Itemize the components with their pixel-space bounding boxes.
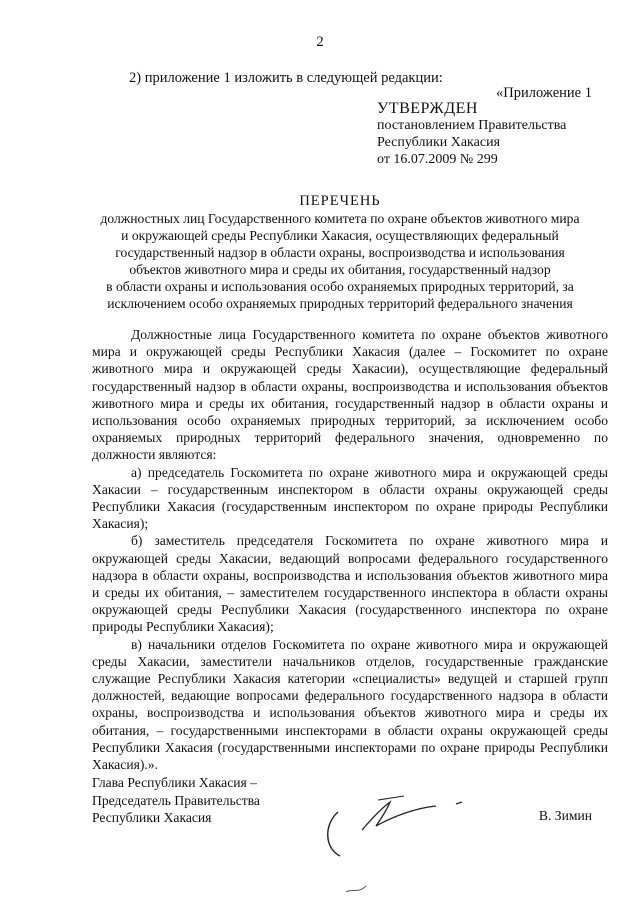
body-paragraph: а) председатель Госкомитета по охране животного мира и окружающей среды Хакасии – государственным инспектором в области охраны окружающей среды Республики Хакасия (государственным инспектором по охране природы Республики Хакасия); xyxy=(92,464,608,532)
amendment-intro: 2) приложение 1 изложить в следующей редакции: xyxy=(129,70,443,86)
document-body xyxy=(92,326,608,773)
subtitle-line: объектов животного мира и среды их обитания, государственный надзор xyxy=(129,262,551,277)
approval-line: Республики Хакасия xyxy=(377,135,501,150)
stray-mark xyxy=(340,878,380,898)
appendix-label: «Приложение 1 xyxy=(496,85,592,101)
approval-heading: УТВЕРЖДЕН xyxy=(377,100,478,117)
subtitle-line: в области охраны и использования особо охраняемых природных территорий, за xyxy=(106,279,574,294)
subtitle-line: исключением особо охраняемых природных территорий федерального значения xyxy=(107,296,573,311)
page-number: 2 xyxy=(316,34,324,50)
document-title: ПЕРЕЧЕНЬ xyxy=(299,193,381,209)
approval-line: постановлением Правительства xyxy=(377,118,567,133)
signatory-line: Глава Республики Хакасия – xyxy=(92,775,257,790)
body-paragraph: Должностные лица Государственного комитета по охране объектов животного мира и окружающей среды Республики Хакасия (далее – Госкомитет по охране животного мира и окружающей среды Хакасии), осуществляющие федеральный государственный надзор в области охраны, воспроизводства и использования объектов животного мира и среды их обитания, государственный надзор в области охраны и использования особо охраняемых природных территорий, за исключением особо охраняемых природных территорий федерального значения, одновременно по должности являются: xyxy=(92,327,608,463)
subtitle-line: должностных лиц Государственного комитета по охране объектов животного мира xyxy=(100,211,580,226)
handwritten-signature xyxy=(316,790,476,860)
body-paragraph: б) заместитель председателя Госкомитета по охране животного мира и окружающей среды Хакасии, ведающий вопросами федерального государственного надзора в области охраны, воспроизводства и использования объектов животного мира и среды их обитания, – заместителем государственного инспектора в области охраны окружающей среды Республики Хакасия (государственного инспектора по охране природы Республики Хакасия); xyxy=(92,533,608,635)
signatory-title xyxy=(92,774,260,827)
signatory-line: Республики Хакасия xyxy=(92,810,212,825)
approval-block xyxy=(377,100,566,168)
subtitle-line: государственный надзор в области охраны, воспроизводства и использования xyxy=(115,245,565,260)
signatory-name: В. Зимин xyxy=(538,808,592,823)
document-subtitle xyxy=(72,210,608,312)
signatory-line: Председатель Правительства xyxy=(92,792,260,808)
body-paragraph: в) начальники отделов Госкомитета по охране животного мира и окружающей среды Хакасии, заместители начальников отделов, государственные гражданские служащие Республики Хакасия категории «специалисты» ведущей и старшей групп должностей, ведающие вопросами федерального государственного надзора в области охраны, воспроизводства и использования объектов животного мира и среды их обитания, – государственными инспекторами в области охраны окружающей среды Республики Хакасия (государственными инспекторами по охране природы Республики Хакасия).». xyxy=(92,636,608,773)
subtitle-line: и окружающей среды Республики Хакасия, осуществляющих федеральный xyxy=(121,228,559,243)
approval-date: от 16.07.2009 № 299 xyxy=(377,152,498,167)
